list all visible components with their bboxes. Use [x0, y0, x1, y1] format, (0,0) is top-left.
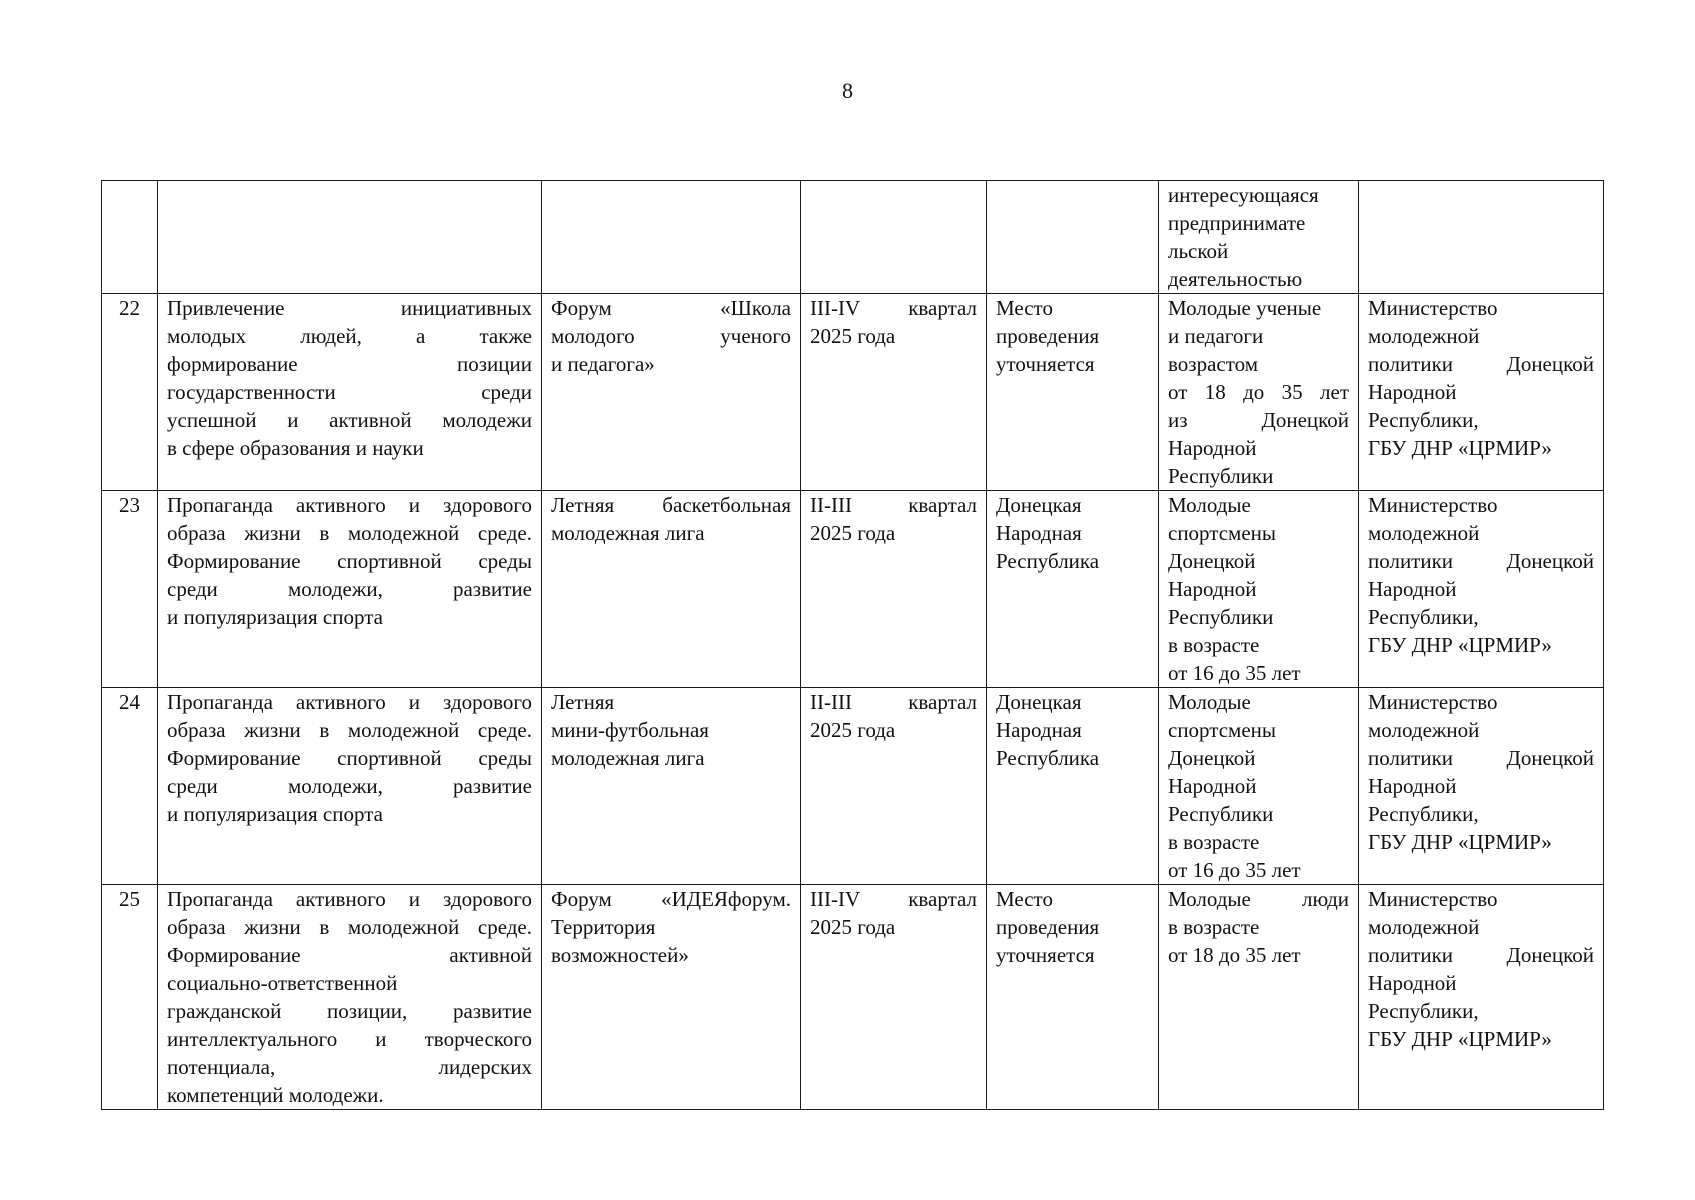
- place-line: проведения: [996, 915, 1100, 939]
- row-number: 23: [102, 491, 158, 688]
- event-line: возможностей»: [551, 943, 689, 967]
- cell-period: [801, 491, 987, 688]
- participants-line: Народной: [1168, 774, 1257, 798]
- event-line: Территория: [551, 915, 656, 939]
- participants-line: из Донецкой: [1168, 408, 1349, 432]
- participants-line: от 18 до 35 лет: [1168, 943, 1301, 967]
- cell-goal: [158, 294, 542, 491]
- goal-line: государственности среди: [167, 380, 532, 404]
- goal-line: Формирование спортивной среды: [167, 746, 532, 770]
- participants-line: Донецкой: [1168, 549, 1256, 573]
- place-line: Народная: [996, 718, 1082, 742]
- goal-line: интеллектуального и творческого: [167, 1027, 532, 1051]
- responsible-line: молодежной: [1368, 324, 1480, 348]
- goal-line: формирование позиции: [167, 352, 532, 376]
- period-line: 2025 года: [810, 915, 896, 939]
- goal-line: Формирование спортивной среды: [167, 549, 532, 573]
- responsible-line: молодежной: [1368, 915, 1480, 939]
- participants-line: деятельностью: [1168, 267, 1303, 291]
- event-line: Летняя: [551, 690, 615, 714]
- cell-event: [542, 181, 801, 294]
- place-line: Место: [996, 887, 1053, 911]
- responsible-line: Народной: [1368, 774, 1457, 798]
- responsible-line: молодежной: [1368, 521, 1480, 545]
- period-line: III-IV квартал: [810, 887, 977, 911]
- row-number: 22: [102, 294, 158, 491]
- participants-line: от 18 до 35 лет: [1168, 380, 1349, 404]
- participants-line: предпринимате: [1168, 211, 1306, 235]
- goal-line: Привлечение инициативных: [167, 296, 532, 320]
- participants-line: Молодые люди: [1168, 887, 1349, 911]
- period-line: II-III квартал: [810, 493, 977, 517]
- responsible-line: ГБУ ДНР «ЦРМИР»: [1368, 1027, 1552, 1051]
- place-line: Народная: [996, 521, 1082, 545]
- participants-line: Республики: [1168, 802, 1274, 826]
- participants-line: Молодые ученые: [1168, 296, 1322, 320]
- place-line: Республика: [996, 549, 1100, 573]
- responsible-line: Министерство: [1368, 493, 1498, 517]
- participants-line: Народной: [1168, 577, 1257, 601]
- period-line: 2025 года: [810, 521, 896, 545]
- responsible-line: Республики,: [1368, 999, 1479, 1023]
- cell-event: [542, 688, 801, 885]
- cell-period: [801, 885, 987, 1110]
- goal-line: и популяризация спорта: [167, 802, 383, 826]
- event-line: молодежная лига: [551, 746, 705, 770]
- cell-period: [801, 294, 987, 491]
- event-line: молодежная лига: [551, 521, 705, 545]
- goal-line: образа жизни в молодежной среде.: [167, 915, 532, 939]
- cell-event: [542, 491, 801, 688]
- cell-place: [987, 294, 1159, 491]
- responsible-line: политики Донецкой: [1368, 549, 1594, 573]
- participants-line: Народной: [1168, 436, 1257, 460]
- cell-participants: [1159, 491, 1359, 688]
- responsible-line: Министерство: [1368, 887, 1498, 911]
- goal-line: социально-ответственной: [167, 971, 398, 995]
- participants-line: и педагоги: [1168, 324, 1264, 348]
- cell-place: [987, 181, 1159, 294]
- responsible-line: политики Донецкой: [1368, 746, 1594, 770]
- goal-line: молодых людей, а также: [167, 324, 532, 348]
- place-line: проведения: [996, 324, 1100, 348]
- table-row: [102, 885, 1604, 1110]
- participants-line: в возрасте: [1168, 830, 1260, 854]
- cell-goal: [158, 688, 542, 885]
- goal-line: среди молодежи, развитие: [167, 774, 532, 798]
- table-row: [102, 181, 1604, 294]
- goal-line: гражданской позиции, развитие: [167, 999, 532, 1023]
- period-line: 2025 года: [810, 718, 896, 742]
- row-number: 24: [102, 688, 158, 885]
- participants-line: в возрасте: [1168, 633, 1260, 657]
- event-line: и педагога»: [551, 352, 655, 376]
- cell-place: [987, 885, 1159, 1110]
- participants-line: возрастом: [1168, 352, 1258, 376]
- goal-line: образа жизни в молодежной среде.: [167, 718, 532, 742]
- table-row: [102, 491, 1604, 688]
- cell-period: [801, 181, 987, 294]
- event-line: Летняя баскетбольная: [551, 493, 791, 517]
- period-line: 2025 года: [810, 324, 896, 348]
- cell-responsible: [1359, 885, 1604, 1110]
- responsible-line: Министерство: [1368, 296, 1498, 320]
- responsible-line: Народной: [1368, 380, 1457, 404]
- responsible-line: молодежной: [1368, 718, 1480, 742]
- event-line: молодого ученого: [551, 324, 791, 348]
- goal-line: Формирование активной: [167, 943, 532, 967]
- cell-period: [801, 688, 987, 885]
- responsible-line: ГБУ ДНР «ЦРМИР»: [1368, 633, 1552, 657]
- event-line: Форум «ИДЕЯфорум.: [551, 887, 791, 911]
- goal-line: компетенций молодежи.: [167, 1083, 384, 1107]
- goal-line: успешной и активной молодежи: [167, 408, 532, 432]
- cell-participants: [1159, 688, 1359, 885]
- responsible-line: ГБУ ДНР «ЦРМИР»: [1368, 830, 1552, 854]
- period-line: II-III квартал: [810, 690, 977, 714]
- participants-line: Республики: [1168, 605, 1274, 629]
- cell-participants: [1159, 294, 1359, 491]
- cell-participants: [1159, 181, 1359, 294]
- responsible-line: Министерство: [1368, 690, 1498, 714]
- place-line: уточняется: [996, 352, 1095, 376]
- cell-place: [987, 688, 1159, 885]
- row-number: [102, 181, 158, 294]
- participants-line: от 16 до 35 лет: [1168, 661, 1301, 685]
- place-line: Место: [996, 296, 1053, 320]
- goal-line: среди молодежи, развитие: [167, 577, 532, 601]
- cell-responsible: [1359, 491, 1604, 688]
- period-line: III-IV квартал: [810, 296, 977, 320]
- cell-goal: [158, 181, 542, 294]
- responsible-line: политики Донецкой: [1368, 352, 1594, 376]
- goal-line: образа жизни в молодежной среде.: [167, 521, 532, 545]
- responsible-line: Республики,: [1368, 605, 1479, 629]
- cell-participants: [1159, 885, 1359, 1110]
- responsible-line: Народной: [1368, 577, 1457, 601]
- page-number: 8: [842, 78, 853, 103]
- responsible-line: политики Донецкой: [1368, 943, 1594, 967]
- goal-line: и популяризация спорта: [167, 605, 383, 629]
- table-row: [102, 294, 1604, 491]
- participants-line: Молодые: [1168, 690, 1251, 714]
- goal-line: Пропаганда активного и здорового: [167, 690, 532, 714]
- cell-responsible: [1359, 181, 1604, 294]
- participants-line: спортсмены: [1168, 718, 1276, 742]
- participants-line: Республики: [1168, 464, 1274, 488]
- goal-line: в сфере образования и науки: [167, 436, 424, 460]
- place-line: Республика: [996, 746, 1100, 770]
- responsible-line: Народной: [1368, 971, 1457, 995]
- participants-line: интересующаяся: [1168, 183, 1319, 207]
- place-line: уточняется: [996, 943, 1095, 967]
- table-row: [102, 688, 1604, 885]
- event-line: Форум «Школа: [551, 296, 791, 320]
- place-line: Донецкая: [996, 493, 1082, 517]
- goal-line: потенциала, лидерских: [167, 1055, 532, 1079]
- goal-line: Пропаганда активного и здорового: [167, 493, 532, 517]
- event-line: мини-футбольная: [551, 718, 709, 742]
- row-number: 25: [102, 885, 158, 1110]
- cell-event: [542, 885, 801, 1110]
- participants-line: в возрасте: [1168, 915, 1260, 939]
- participants-line: от 16 до 35 лет: [1168, 858, 1301, 882]
- events-table: [101, 180, 1604, 1110]
- cell-event: [542, 294, 801, 491]
- participants-line: Донецкой: [1168, 746, 1256, 770]
- cell-goal: [158, 491, 542, 688]
- goal-line: Пропаганда активного и здорового: [167, 887, 532, 911]
- cell-place: [987, 491, 1159, 688]
- table-body: [102, 181, 1604, 1110]
- responsible-line: Республики,: [1368, 802, 1479, 826]
- cell-responsible: [1359, 688, 1604, 885]
- cell-responsible: [1359, 294, 1604, 491]
- participants-line: льской: [1168, 239, 1229, 263]
- cell-goal: [158, 885, 542, 1110]
- responsible-line: Республики,: [1368, 408, 1479, 432]
- place-line: Донецкая: [996, 690, 1082, 714]
- participants-line: спортсмены: [1168, 521, 1276, 545]
- participants-line: Молодые: [1168, 493, 1251, 517]
- responsible-line: ГБУ ДНР «ЦРМИР»: [1368, 436, 1552, 460]
